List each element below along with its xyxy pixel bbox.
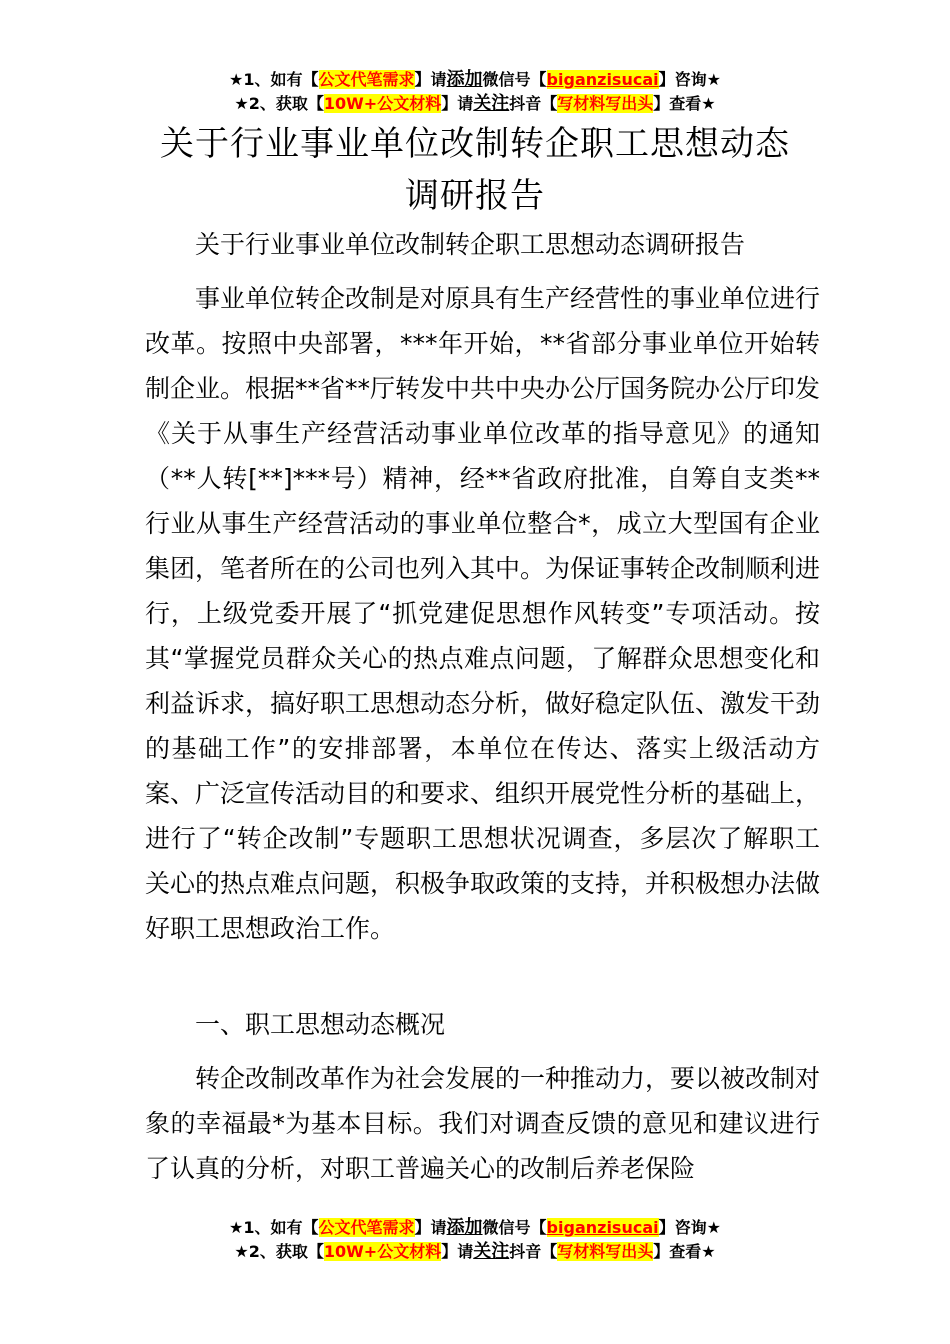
promo-text: ★1、如有【 <box>229 1218 319 1237</box>
promo-text: 】请 <box>441 94 474 113</box>
promo-line-2 <box>0 1240 950 1264</box>
document-subtitle: 关于行业事业单位改制转企职工思想动态调研报告 <box>195 230 746 259</box>
promo-emphasis: 关注 <box>473 1241 510 1262</box>
promo-notice-top <box>0 68 950 116</box>
promo-highlight: 写材料写出头 <box>557 94 654 113</box>
promo-highlight: 写材料写出头 <box>557 1242 654 1261</box>
promo-emphasis: 关注 <box>473 93 510 114</box>
document-title: 关于行业事业单位改制转企职工思想动态调研报告 <box>160 124 790 216</box>
promo-highlight: 公文代笔需求 <box>318 70 415 89</box>
promo-text: ★1、如有【 <box>229 70 319 89</box>
promo-text: 】请 <box>441 1242 474 1261</box>
promo-text: ★2、获取【 <box>234 1242 324 1261</box>
wechat-id-link[interactable]: biganzisucai <box>546 70 659 89</box>
wechat-id-link[interactable]: biganzisucai <box>546 1218 659 1237</box>
promo-emphasis: 添加 <box>446 69 483 90</box>
body-paragraph: 转企改制改革作为社会发展的一种推动力，要以被改制对象的幸福最*为基本目标。我们对调查反馈的意见和建议进行了认真的分析，对职工普遍关心的改制后养老保险 <box>145 1064 821 1183</box>
promo-text: 抖音【 <box>509 94 558 113</box>
section-heading: 一、职工思想动态概况 <box>195 1010 446 1039</box>
promo-highlight: 10W+公文材料 <box>323 94 442 113</box>
promo-text: 】咨询★ <box>658 1218 721 1237</box>
promo-text: ★2、获取【 <box>234 94 324 113</box>
promo-text: 】咨询★ <box>658 70 721 89</box>
promo-text: 】请 <box>414 70 447 89</box>
promo-line-1 <box>0 68 950 92</box>
promo-text: 】请 <box>414 1218 447 1237</box>
promo-line-1 <box>0 1216 950 1240</box>
promo-notice-bottom <box>0 1216 950 1264</box>
promo-text: 微信号【 <box>482 70 547 89</box>
promo-highlight: 10W+公文材料 <box>323 1242 442 1261</box>
promo-line-2 <box>0 92 950 116</box>
promo-emphasis: 添加 <box>446 1217 483 1238</box>
body-paragraph: 事业单位转企改制是对原具有生产经营性的事业单位进行改革。按照中央部署，***年开始，**省部分事业单位开始转制企业。根据**省**厅转发中共中央办公厅国务院办公厅印发《关于从事生产经营活动事业单位改革的指导意见》的通知（**人转[**]***号）精神，经**省政府批准，自筹自支类**行业从事生产经营活动的事业单位整合*，成立大型国有企业集团，笔者所在的公司也列入其中。为保证事转企改制顺利进行，上级党委开展了“抓党建促思想作风转变”专项活动。按其“掌握党员群众关心的热点难点问题，了解群众思想变化和利益诉求，搞好职工思想动态分析，做好稳定队伍、激发干劲的基础工作”的安排部署，本单位在传达、落实上级活动方案、广泛宣传活动目的和要求、组织开展党性分析的基础上，进行了“转企改制”专题职工思想状况调查，多层次了解职工关心的热点难点问题，积极争取政策的支持，并积极想办法做好职工思想政治工作。 <box>145 284 821 943</box>
promo-text: 】查看★ <box>653 94 716 113</box>
promo-text: 微信号【 <box>482 1218 547 1237</box>
promo-text: 抖音【 <box>509 1242 558 1261</box>
promo-text: 】查看★ <box>653 1242 716 1261</box>
promo-highlight: 公文代笔需求 <box>318 1218 415 1237</box>
